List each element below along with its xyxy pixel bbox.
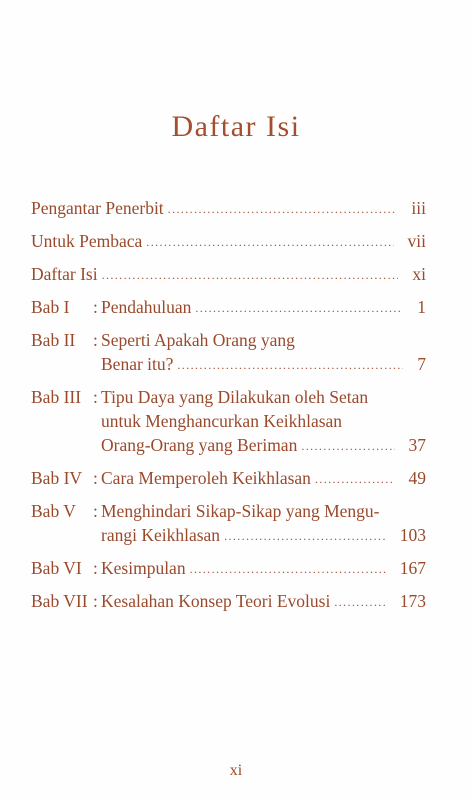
toc-entry-bab-ii [31,328,426,376]
toc-page-number: 7 [417,354,426,374]
chapter-colon: : [93,468,98,488]
chapter-title: Kesimpulan [101,558,186,578]
toc-page-number: 103 [399,525,426,545]
toc-entry-daftar-isi [31,262,426,286]
dot-leader [334,590,385,614]
page-title: Daftar Isi [171,110,301,143]
footer-page-number: xi [229,762,243,779]
chapter-number: Bab IV [31,468,83,488]
toc-entry-label: Pengantar Penerbit [31,198,164,218]
chapter-number: Bab VI [31,558,82,578]
chapter-number: Bab II [31,330,76,350]
toc-page-number: 1 [417,297,426,317]
chapter-number: Bab III [31,387,82,407]
toc-entry-bab-v [31,499,426,547]
chapter-title: Kesalahan Konsep Teori Evolusi [101,591,331,611]
dot-leader [315,467,395,491]
chapter-colon: : [93,591,98,611]
toc-page-number: 37 [408,435,426,455]
toc-page-number: iii [411,198,426,218]
chapter-title-continued: Orang-Orang yang Beriman [101,435,298,455]
dot-leader [177,353,403,377]
toc-entry-pengantar-penerbit [31,196,426,220]
chapter-title: Seperti Apakah Orang yang [101,330,295,350]
chapter-title: Pendahuluan [101,297,192,317]
toc-entry-bab-iii [31,385,426,457]
chapter-number: Bab I [31,297,70,317]
dot-leader [195,296,403,320]
dot-leader [168,197,398,221]
chapter-colon: : [93,558,98,578]
table-of-contents [31,196,426,622]
chapter-title: Tipu Daya yang Dilakukan oleh Setan [101,387,369,407]
toc-entry-untuk-pembaca [31,229,426,253]
toc-entry-label: Daftar Isi [31,264,98,284]
chapter-title: Menghindari Sikap-Sikap yang Mengu- [101,501,380,521]
chapter-number: Bab VII [31,591,88,611]
dot-leader [301,434,394,458]
toc-entry-label: Untuk Pembaca [31,231,143,251]
toc-page-number: xi [412,264,426,284]
dot-leader [146,230,393,254]
toc-page-number: 167 [399,558,426,578]
toc-page-number: 49 [408,468,426,488]
toc-entry-bab-iv [31,466,426,490]
chapter-colon: : [93,501,98,521]
dot-leader [190,557,386,581]
chapter-colon: : [93,387,98,407]
chapter-title-continued: rangi Keikhlasan [101,525,221,545]
dot-leader [102,263,399,287]
toc-entry-bab-vii [31,589,426,613]
chapter-number: Bab V [31,501,76,521]
toc-page-number: vii [407,231,426,251]
chapter-title-continued: untuk Menghancurkan Keikhlasan [101,411,343,431]
chapter-title: Cara Memperoleh Keikhlasan [101,468,311,488]
chapter-colon: : [93,297,98,317]
toc-entry-bab-i [31,295,426,319]
toc-entry-bab-vi [31,556,426,580]
dot-leader [224,524,386,548]
toc-page-number: 173 [399,591,426,611]
chapter-colon: : [93,330,98,350]
chapter-title-continued: Benar itu? [101,354,174,374]
